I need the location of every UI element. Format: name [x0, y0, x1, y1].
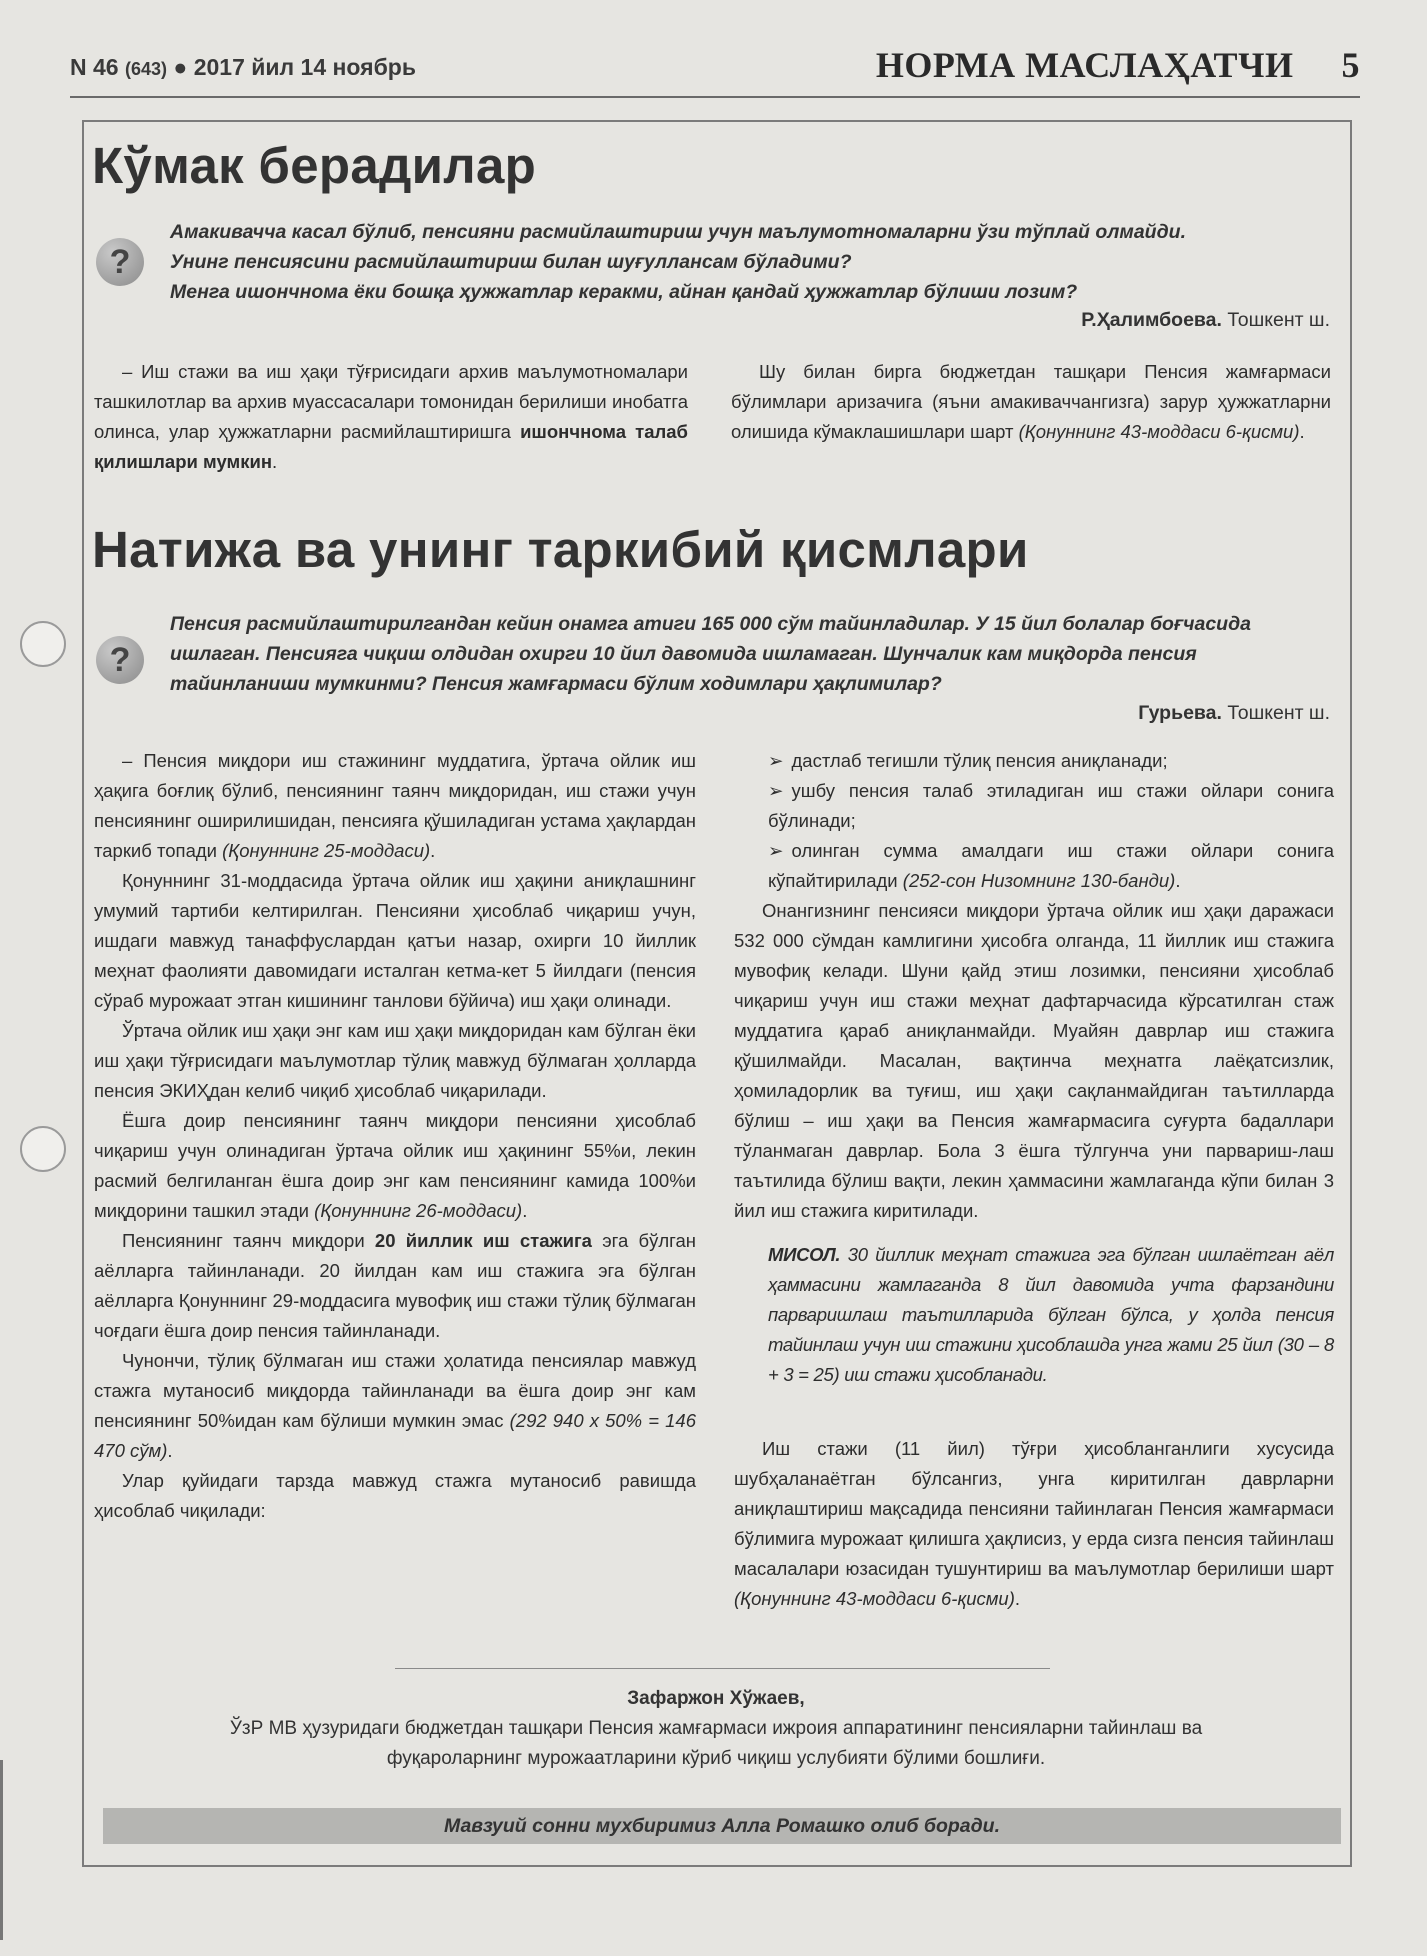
- author-position: ЎзР МВ ҳузуридаги бюджетдан ташқари Пенсия жамғармаси ижроия аппаратининг пенсияларни тайинлаш ва: [229, 1718, 1203, 1739]
- paragraph: Пенсиянинг таянч миқдори 20 йиллик иш стажига эга бўлган аёлларга тайинланади. 20 йилдан кам иш стажига эга бўлган аёлларга Қонуннинг 29-моддасига мувофиқ иш стажи тўлиқ бўлмаган чоғдаги ёшга доир пенсия тайинланади.: [94, 1230, 697, 1341]
- page-number: 5: [1341, 45, 1360, 85]
- paragraph: Қонуннинг 31-моддасида ўртача ойлик иш ҳақини аниқлашнинг умумий тартиби келтирилган. Пенсияни ҳисоблаб чиқариш учун, ишдаги мавжуд танаффуслардан қатъи назар, охирги 10 йиллик меҳнат фаолияти давомидаги исталган кетма-кет 5 йилдаги (пенсия сўраб мурожаат этган кишининг танлови бўйича) иш ҳақи олинади.: [94, 870, 696, 1011]
- issue-total: (643): [124, 59, 168, 79]
- author-divider: [395, 1668, 1050, 1669]
- question-line: Менга ишончнома ёки бошқа ҳужжатлар керакми, айнан қандай ҳужжатлар бўлиши лозим?: [170, 281, 1078, 303]
- article1-title: Кўмак берадилар: [92, 137, 537, 194]
- issue-info: [70, 54, 416, 81]
- list-item: ➢ ушбу пенсия талаб этиладиган иш стажи ойлари сонига бўлинади;: [768, 780, 1334, 831]
- question-icon: ?: [96, 636, 144, 684]
- issue-number: N 46: [70, 54, 119, 80]
- paragraph: Онангизнинг пенсияси миқдори ўртача ойлик иш ҳақи даражаси 532 000 сўмдан камлигини ҳисобга олганда, 11 йиллик иш стажига мувофиқ келади. Шуни қайд этиш лозимки, пенсияни ҳисоблаб чиқариш учун иш стажи меҳнат дафтарчасида кўрсатилган стаж муддатига қараб аниқланмайди. Муайян даврлар иш стажига қўшилмайди. Масалан, вақтинча меҳнатга лаёқатсизлик, ҳомиладорлик ва туғиш, иш ҳақи сақланмайдиган таътилларда бўлиш – иш ҳақи ва Пенсия жамғармасига суғурта бадаллари тўланмаган даврлар. Бола 3 ёшга тўлгунча уни парвариш-лаш таътилида бўлиш вақти, лекин ҳаммасини жамлаганда кўпи билан 3 йил иш стажига киритилади.: [734, 900, 1334, 1221]
- paragraph: Иш стажи (11 йил) тўғри ҳисобланганлиги хусусида шубҳаланаётган бўлсангиз, унга киритилган даврларни аниқлаштириш мақсадида пенсияни тайинлаган Пенсия жамғармаси бўлимига мурожаат қилишга ҳақлисиз, у ерда сизга пенсия тайинлаш масалалари юзасидан тушунтириш ва маълумотлар берилиши шарт (Қонуннинг 43-моддаси 6-қисми).: [734, 1438, 1334, 1609]
- question-line: Амакивачча касал бўлиб, пенсияни расмийлаштириш учун маълумотномаларни ўзи тўплай олмайди.: [170, 221, 1186, 243]
- article1-left-column: [94, 357, 688, 477]
- article2-signature: [1138, 702, 1330, 725]
- article2-right-column: [734, 746, 1334, 1614]
- question-line: Унинг пенсиясини расмийлаштириш билан шуғуллансам бўладими?: [170, 251, 852, 273]
- paper-name: НОРМА МАСЛАҲАТЧИ: [875, 45, 1294, 85]
- binder-hole: [20, 621, 66, 667]
- paragraph: – Пенсия миқдори иш стажининг муддатига, ўртача ойлик иш ҳақига боғлиқ бўлиб, пенсиянинг таянч миқдоридан, иш стажи учун пенсиянинг оширилишидан, пенсияга қўшиладиган устама ҳақлардан таркиб топади (Қонуннинг 25-моддаси).: [94, 750, 696, 861]
- author-position: фуқароларнинг мурожаатларини кўриб чиқиш услубияти бўлими бошлиғи.: [386, 1748, 1046, 1769]
- paragraph: Улар қуйидаги тарзда мавжуд стажга мутаносиб равишда ҳисоблаб чиқилади:: [94, 1470, 696, 1521]
- article1-right-column: [731, 357, 1331, 447]
- article2-title: Натижа ва унинг таркибий қисмлари: [92, 521, 1029, 578]
- paragraph: Ўртача ойлик иш ҳақи энг кам иш ҳақи миқдоридан кам бўлган ёки иш ҳақи тўғрисидаги маълумотлар тўлиқ мавжуд бўлмаган ҳолларда пенсия ЭКИҲдан келиб чиқиб ҳисоблаб чиқарилади.: [94, 1020, 696, 1101]
- margin-line: [0, 1760, 3, 1940]
- signature-name: Гурьева.: [1138, 702, 1222, 724]
- signature-city: Тошкент ш.: [1227, 702, 1330, 724]
- question-text: Пенсия расмийлаштирилгандан кейин онамга атиги 165 000 сўм тайинладилар. У 15 йил болалар боғчасида ишлаган. Пенсияга чиқиш олдидан охирги 10 йил давомида ишламаган. Шунчалик кам миқдорда пенсия тайинланиши мумкинми? Пенсия жамғармаси бўлим ходимлари ҳақлимилар?: [170, 613, 1251, 695]
- article1-question: [170, 217, 1332, 307]
- article2-question: [170, 609, 1332, 699]
- bullet-icon: ●: [173, 54, 188, 80]
- arrow-icon: ➢: [768, 840, 784, 861]
- author-block: [95, 1684, 1337, 1774]
- masthead: [876, 44, 1360, 86]
- signature-name: Р.Ҳалимбоева.: [1081, 309, 1222, 331]
- paragraph: Ёшга доир пенсиянинг таянч миқдори пенсияни ҳисоблаб чиқариш учун олинадиган ўртача ойлик иш ҳақининг 55%и, лекин расмий белгиланган ёшга доир энг кам пенсиянинг камида 100%и миқдорини ташкил этади (Қонуннинг 26-моддаси).: [94, 1110, 696, 1221]
- article1-signature: [1081, 309, 1330, 332]
- page-header: [70, 44, 1360, 94]
- answer-paragraph: – Иш стажи ва иш ҳақи тўғрисидаги архив маълумотномалари ташкилотлар ва архив муассасалари томонидан берилиши инобатга олинса, улар ҳужжатларни расмийлаштиришга ишончнома талаб қилишлари мумкин.: [94, 361, 688, 472]
- answer-paragraph: Шу билан бирга бюджетдан ташқари Пенсия жамғармаси бўлимлари аризачига (яъни амакиваччангизга) зарур ҳужжатларни олишида кўмаклашишлари шарт (Қонуннинг 43-моддаси 6-қисми).: [731, 361, 1331, 442]
- article2-left-column: [94, 746, 696, 1526]
- signature-city: Тошкент ш.: [1227, 309, 1330, 331]
- binder-hole: [20, 1126, 66, 1172]
- footer-bar: Мавзуий сонни мухбиримиз Алла Ромашко олиб боради.: [103, 1808, 1341, 1844]
- issue-date: 2017 йил 14 ноябрь: [193, 54, 416, 80]
- arrow-icon: ➢: [768, 750, 784, 771]
- paragraph: Чунончи, тўлиқ бўлмаган иш стажи ҳолатида пенсиялар мавжуд стажга мутаносиб миқдорда тайинланади ва ёшга доир энг кам пенсиянинг 50%идан кам бўлиши мумкин эмас (292 940 х 50% = 146 470 сўм).: [94, 1350, 696, 1461]
- example-label: МИСОЛ.: [768, 1244, 841, 1265]
- example-box: МИСОЛ. 30 йиллик меҳнат стажига эга бўлган ишлаётган аёл ҳаммасини жамлаганда 8 йил давомида учта фарзандини парваришлаш таътилларида бўлган бўлса, у ҳолда пенсия тайинлаш учун иш стажини ҳисоблашда унга жами 25 йил (30 – 8 + 3 = 25) иш стажи ҳисобланади.: [768, 1244, 1334, 1385]
- author-name: Зафаржон Хўжаев,: [627, 1688, 805, 1709]
- arrow-icon: ➢: [768, 780, 784, 801]
- list-item: ➢ дастлаб тегишли тўлиқ пенсия аниқланади;: [768, 750, 1168, 771]
- header-rule: [70, 96, 1360, 98]
- list-item: ➢ олинган сумма амалдаги иш стажи ойлари сонига кўпайтирилади (252-сон Низомнинг 130-банди).: [768, 840, 1334, 891]
- question-icon: ?: [96, 238, 144, 286]
